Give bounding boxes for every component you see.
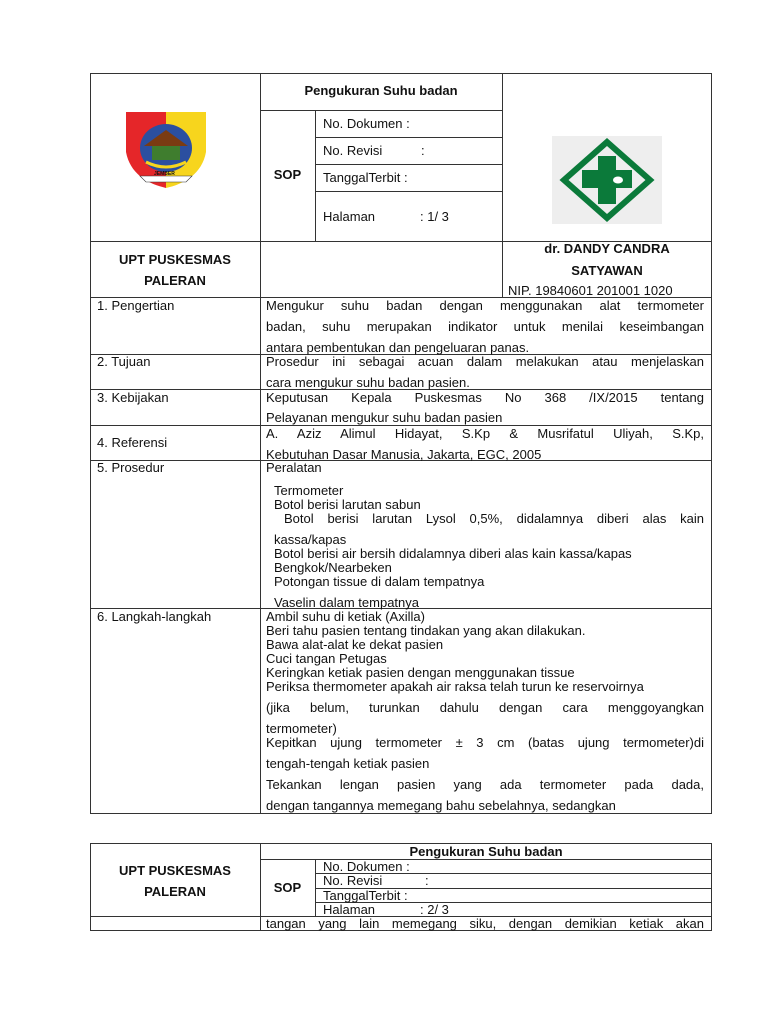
kebijakan-line: Keputusan Kepala Puskesmas No 368 /IX/2015 tentang: [266, 390, 704, 405]
emblem-ribbon-text: JEMBER: [154, 171, 175, 177]
referensi-line: A. Aziz Alimul Hidayat, S.Kp & Musrifatul Uliyah, S.Kp,: [266, 426, 704, 441]
page1-halaman-value: : 1/ 3: [420, 209, 449, 224]
page2-no-revisi-label: No. Revisi: [323, 873, 383, 888]
pengertian-line: badan, suhu merupakan indikator untuk menilai keseimbangan: [266, 319, 704, 334]
row-label-langkah: 6. Langkah-langkah: [97, 609, 212, 624]
referensi-line: Kebutuhan Dasar Manusia, Jakarta, EGC, 2005: [266, 447, 542, 462]
langkah-line: Beri tahu pasien tentang tindakan yang akan dilakukan.: [266, 623, 586, 638]
prosedur-line: Botol berisi larutan Lysol 0,5%, didalamnya diberi alas kain: [284, 511, 704, 526]
langkah-line: dengan tangannya memegang bahu sebelahnya, sedangkan: [266, 798, 616, 813]
langkah-line: Ambil suhu di ketiak (Axilla): [266, 609, 425, 624]
kebijakan-line: Pelayanan mengukur suhu badan pasien: [266, 410, 503, 425]
page1-org-line1: UPT PUSKESMAS: [119, 252, 231, 267]
page2-title: Pengukuran Suhu badan: [409, 844, 563, 859]
langkah-line: Periksa thermometer apakah air raksa telah turun ke reservoirnya: [266, 679, 644, 694]
prosedur-line: Vaselin dalam tempatnya: [274, 595, 420, 610]
page2-continuation-text: tangan yang lain memegang siku, dengan demikian ketiak akan: [266, 916, 704, 931]
langkah-line: Bawa alat-alat ke dekat pasien: [266, 637, 444, 652]
langkah-line: tengah-tengah ketiak pasien: [266, 756, 430, 771]
page1-no-revisi-colon: :: [421, 143, 425, 158]
signer-name-line1: dr. DANDY CANDRA: [544, 241, 670, 256]
page2-org-line1: UPT PUSKESMAS: [119, 863, 231, 878]
page2-no-revisi-colon: :: [425, 873, 429, 888]
langkah-line: termometer): [266, 721, 337, 736]
page1-no-dokumen: No. Dokumen :: [323, 116, 410, 131]
prosedur-line: Botol berisi larutan sabun: [274, 497, 421, 512]
page2-sop-label: SOP: [273, 880, 302, 895]
row-label-referensi: 4. Referensi: [97, 435, 168, 450]
pengertian-line: antara pembentukan dan pengeluaran panas.: [266, 340, 530, 355]
page2-halaman-label: Halaman: [323, 902, 376, 917]
row-label-tujuan: 2. Tujuan: [97, 354, 151, 369]
row-label-prosedur: 5. Prosedur: [97, 460, 165, 475]
langkah-line: (jika belum, turunkan dahulu dengan cara menggoyangkan: [266, 700, 704, 715]
page1-title: Pengukuran Suhu badan: [304, 83, 458, 98]
page2-org-line2: PALERAN: [144, 884, 206, 899]
row-label-kebijakan: 3. Kebijakan: [97, 390, 169, 405]
langkah-line: Keringkan ketiak pasien dengan menggunakan tissue: [266, 665, 575, 680]
signer-name-line2: SATYAWAN: [571, 263, 643, 278]
langkah-line: Tekankan lengan pasien yang ada termometer pada dada,: [266, 777, 704, 792]
tujuan-line: cara mengukur suhu badan pasien.: [266, 375, 470, 390]
page1-no-revisi-label: No. Revisi: [323, 143, 383, 158]
langkah-line: Kepitkan ujung termometer ± 3 cm (batas ujung termometer)di: [266, 735, 704, 750]
langkah-line: Cuci tangan Petugas: [266, 651, 387, 666]
page1-halaman-label: Halaman: [323, 209, 376, 224]
prosedur-line: Peralatan: [266, 460, 322, 475]
prosedur-line: kassa/kapas: [274, 532, 347, 547]
page1-org-line2: PALERAN: [144, 273, 206, 288]
page2-tanggal-terbit: TanggalTerbit :: [323, 888, 408, 903]
pengertian-line: Mengukur suhu badan dengan menggunakan alat termometer: [266, 298, 704, 313]
prosedur-line: Termometer: [274, 483, 344, 498]
regency-emblem-logo: [122, 108, 210, 194]
prosedur-line: Potongan tissue di dalam tempatnya: [274, 574, 485, 589]
row-label-pengertian: 1. Pengertian: [97, 298, 175, 313]
page1-tanggal-terbit: TanggalTerbit :: [323, 170, 408, 185]
tujuan-line: Prosedur ini sebagai acuan dalam melakukan atau menjelaskan: [266, 354, 704, 369]
signer-nip: NIP. 19840601 201001 1020: [508, 283, 673, 298]
page2-halaman-value: : 2/ 3: [420, 902, 449, 917]
puskesmas-logo: [552, 136, 662, 224]
prosedur-line: Bengkok/Nearbeken: [274, 560, 392, 575]
page1-sop-label: SOP: [273, 167, 302, 182]
prosedur-line: Botol berisi air bersih didalamnya diberi alas kain kassa/kapas: [274, 546, 632, 561]
page2-no-dokumen: No. Dokumen :: [323, 859, 410, 874]
